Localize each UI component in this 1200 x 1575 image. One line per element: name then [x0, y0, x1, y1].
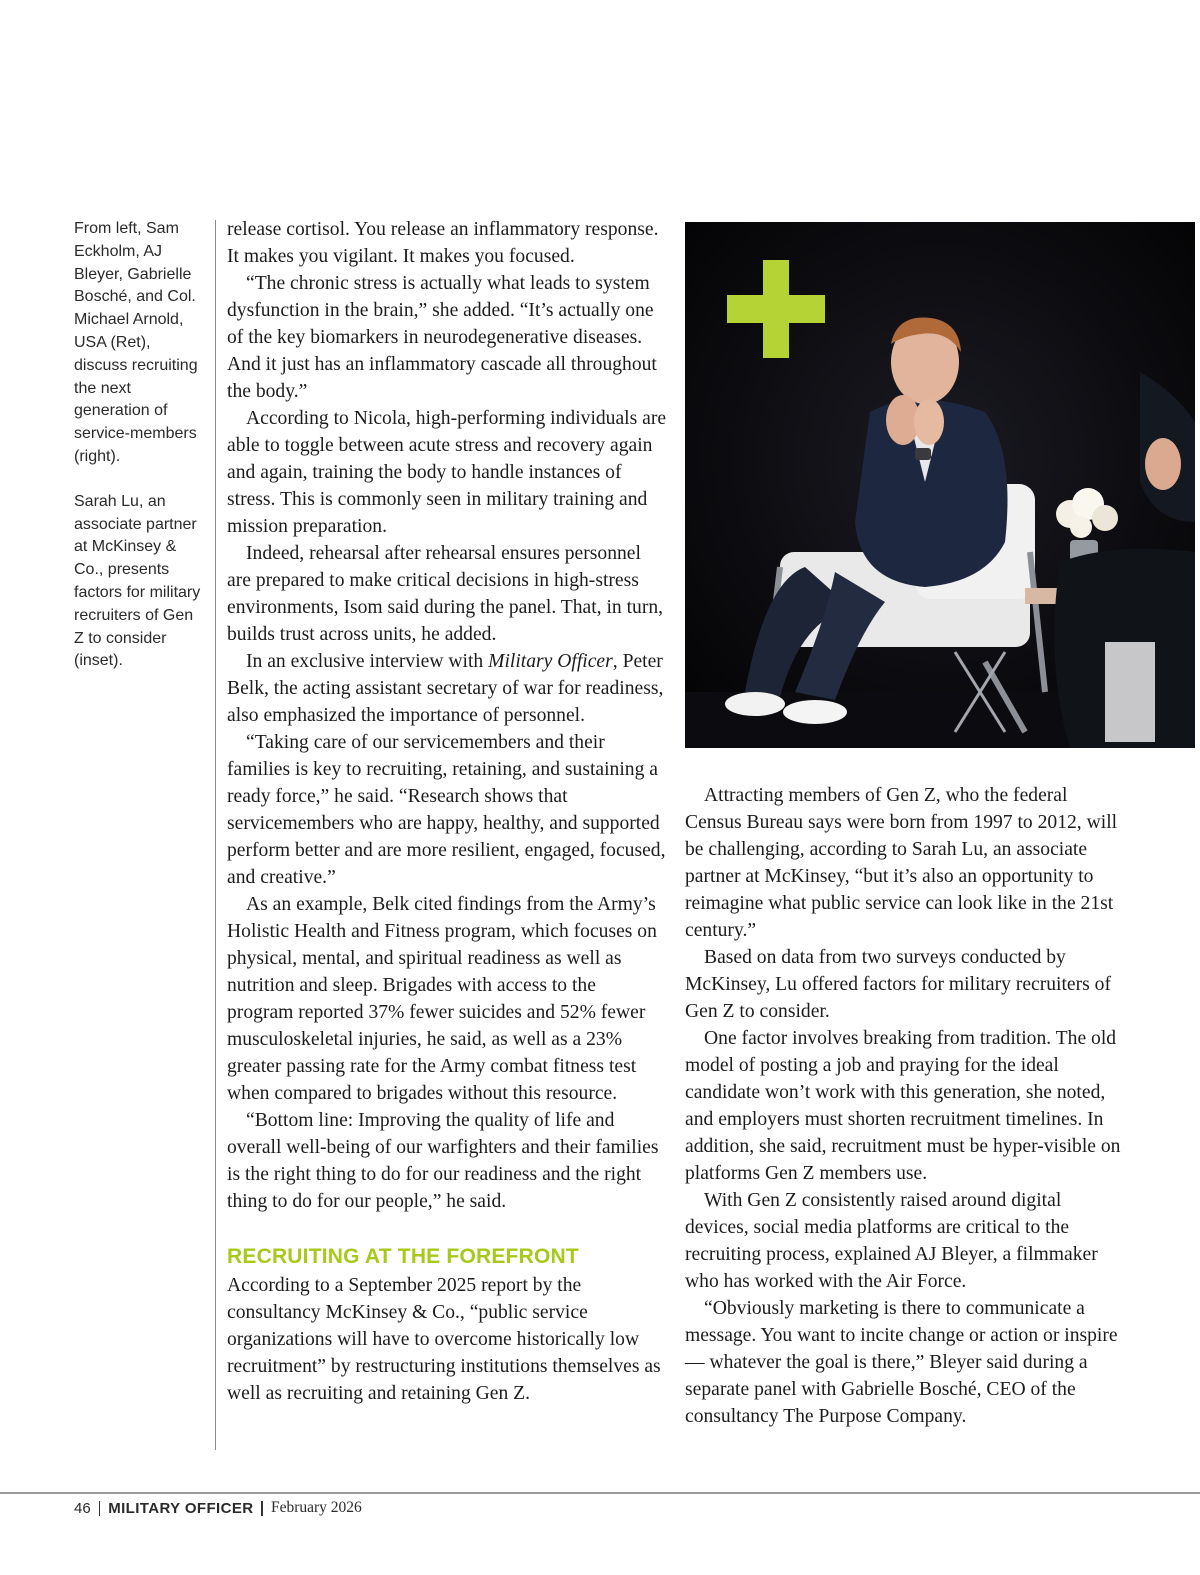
article-column-right — [685, 782, 1125, 1430]
magazine-title: MILITARY OFFICER — [108, 1499, 254, 1517]
caption-panel: From left, Sam Eckholm, AJ Bleyer, Gabrielle Bosché, and Col. Michael Arnold, USA (Ret), discuss recruiting the next generation of service-members (right). — [74, 220, 198, 465]
panel-photo-illustration — [685, 222, 1195, 748]
page-number: 46 — [74, 1499, 91, 1517]
paragraph: As an example, Belk cited findings from the Army’s Holistic Health and Fitness program, which focuses on physical, mental, and spiritual readiness as well as nutrition and sleep. Brigades with access to the program reported 37% fewer suicides and 52% fewer musculoskeletal injuries, he said, as well as a 23% greater passing rate for the Army combat fitness test when compared to brigades without this resource. — [227, 894, 657, 1104]
footer-separator — [99, 1501, 101, 1516]
paragraph: With Gen Z consistently raised around digital devices, social media platforms are critical to the recruiting process, explained AJ Bleyer, a filmmaker who has worked with the Air Force. — [685, 1190, 1098, 1292]
text-run: , Peter Belk, the acting assistant secretary of war for readiness, also emphasized the importance of personnel. — [227, 651, 664, 726]
article-column-middle — [227, 216, 667, 1407]
issue-date: February 2026 — [270, 1499, 362, 1516]
page-footer — [74, 1496, 362, 1520]
section-heading: RECRUITING AT THE FOREFRONT — [227, 1245, 579, 1268]
caption-inset: Sarah Lu, an associate partner at McKinsey & Co., presents factors for military recruiters of Gen Z to consider (inset). — [74, 492, 201, 670]
paragraph: Based on data from two surveys conducted by McKinsey, Lu offered factors for military recruiters of Gen Z to consider. — [685, 947, 1112, 1022]
paragraph: According to a September 2025 report by the consultancy McKinsey & Co., “public service organizations will have to overcome historically low recruitment” by restructuring institutions themselves as well as recruiting and retaining Gen Z. — [227, 1275, 661, 1404]
paragraph: “Taking care of our servicemembers and their families is key to recruiting, retaining, and sustaining a ready force,” he said. “Research shows that servicemembers who are happy, healthy, and supported perform better and are more resilient, engaged, focused, and creative.” — [227, 732, 666, 888]
paragraph: According to Nicola, high-performing individuals are able to toggle between acute stress and recovery again and again, training the body to handle instances of stress. This is commonly seen in military training and mission preparation. — [227, 408, 667, 537]
paragraph: Indeed, rehearsal after rehearsal ensures personnel are prepared to make critical decisions in high-stress environments, Isom said during the panel. That, in turn, builds trust across units, he added. — [227, 543, 664, 645]
paragraph: “Bottom line: Improving the quality of life and overall well-being of our warfighters and their families is the right thing to do for our readiness and the right thing to do for our people,” he said. — [227, 1110, 659, 1212]
footer-separator — [261, 1501, 263, 1516]
paragraph: release cortisol. You release an inflammatory response. It makes you vigilant. It makes you focused. — [227, 219, 659, 267]
column-divider — [215, 220, 216, 1450]
paragraph: “The chronic stress is actually what leads to system dysfunction in the brain,” she added. “It’s actually one of the key biomarkers in neurodegenerative diseases. And it just has an inflammatory cascade all throughout the body.” — [227, 273, 657, 402]
paragraph — [227, 648, 667, 729]
text-run: In an exclusive interview with — [246, 651, 489, 672]
event-photo — [685, 222, 1195, 748]
paragraph: Attracting members of Gen Z, who the federal Census Bureau says were born from 1997 to 2012, will be challenging, according to Sarah Lu, an associate partner at McKinsey, “but it’s also an opportunity to reimagine what public service can look like in the 21st century.” — [685, 785, 1118, 941]
paragraph: “Obviously marketing is there to communicate a message. You want to incite change or action or inspire — whatever the goal is there,” Bleyer said during a separate panel with Gabrielle Bosché, CEO of the consultancy The Purpose Company. — [685, 1298, 1118, 1427]
paragraph: One factor involves breaking from tradition. The old model of posting a job and praying for the ideal candidate won’t work with this generation, she noted, and employers must shorten recruitment timelines. In addition, she said, recruitment must be hyper-visible on platforms Gen Z members use. — [685, 1028, 1121, 1184]
magazine-name-italic: Military Officer — [488, 651, 613, 672]
photo-caption — [74, 218, 206, 695]
footer-rule — [0, 1492, 1200, 1494]
